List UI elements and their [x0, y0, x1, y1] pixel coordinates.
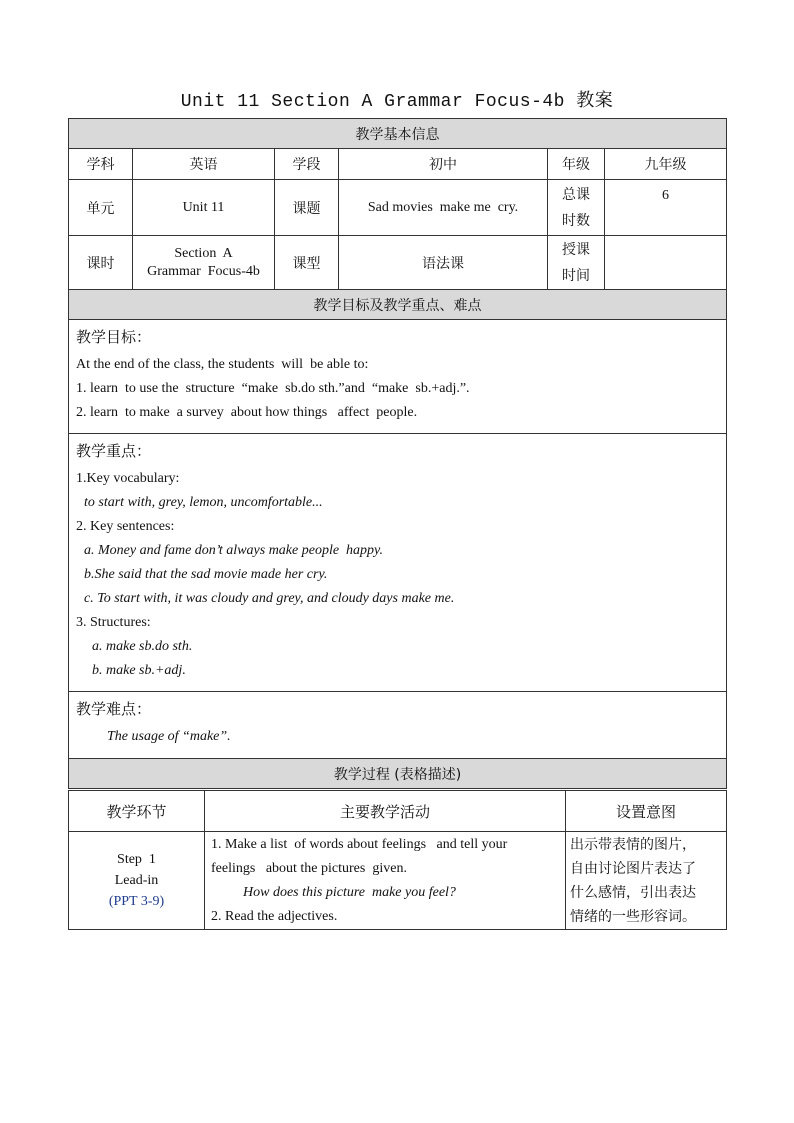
goal-line: At the end of the class, the students will be able to:: [76, 357, 369, 372]
key-point-line: 3. Structures:: [76, 615, 151, 630]
intent-line: 出示带表情的图片，: [570, 837, 696, 853]
total-hours-label-line2: 时数: [562, 212, 590, 229]
teach-time-label-line2: 时间: [562, 267, 590, 284]
teach-time-value: [605, 236, 727, 290]
keys-label: 教学重点：: [76, 442, 152, 460]
stage-value: 初中: [339, 149, 548, 180]
topic-label: 课题: [275, 180, 339, 236]
keys-cell: [69, 434, 727, 692]
subject-value: 英语: [133, 149, 275, 180]
activity-line: 1. Make a list of words about feelings and tell your: [211, 837, 508, 852]
goal-line: 1. learn to use the structure “make sb.do sth.”and “make sb.+adj.”.: [76, 381, 470, 396]
total-hours-label: [548, 180, 605, 236]
intent-line: 情绪的一些形容词。: [570, 909, 696, 925]
key-point-line: a. Money and fame don’t always make people happy.: [84, 543, 383, 558]
step-ppt-ref: (PPT 3-9): [108, 894, 165, 909]
activity-cell: [205, 832, 566, 930]
period-label: 课时: [69, 236, 133, 290]
difficulty-label: 教学难点：: [76, 700, 152, 718]
process-table: [68, 790, 727, 930]
intent-cell: [566, 832, 727, 930]
total-hours-value: 6: [605, 180, 727, 236]
key-point-line: c. To start with, it was cloudy and grey, and cloudy days make me.: [84, 591, 455, 606]
difficulty-cell: [69, 692, 727, 759]
activity-line: How does this picture make you feel?: [243, 885, 456, 900]
key-point-line: b.She said that the sad movie made her cry.: [84, 567, 328, 582]
teach-time-label-line1: 授课: [562, 241, 590, 258]
intent-line: 什么感情，引出表达: [570, 885, 696, 901]
goal-line: 2. learn to make a survey about how things affect people.: [76, 405, 418, 420]
key-point-line: to start with, grey, lemon, uncomfortable...: [84, 495, 323, 510]
key-point-line: 2. Key sentences:: [76, 519, 175, 534]
step-cell: [69, 832, 205, 930]
keys-list: [69, 465, 726, 683]
total-hours-label-line1: 总课: [562, 186, 590, 203]
goals-label: 教学目标：: [76, 328, 152, 346]
col-intent: 设置意图: [566, 791, 727, 832]
unit-value: Unit 11: [133, 180, 275, 236]
process-header: 教学过程 (表格描述): [69, 759, 727, 789]
period-value-line2: Grammar Focus-4b: [147, 263, 260, 279]
objectives-header: 教学目标及教学重点、难点: [69, 290, 727, 320]
unit-label: 单元: [69, 180, 133, 236]
stage-label: 学段: [275, 149, 339, 180]
subject-label: 学科: [69, 149, 133, 180]
teach-time-label: [548, 236, 605, 290]
page-title: Unit 11 Section A Grammar Focus-4b 教案: [180, 92, 614, 112]
topic-value: Sad movies make me cry.: [339, 180, 548, 236]
col-activity: 主要教学活动: [205, 791, 566, 832]
grade-label: 年级: [548, 149, 605, 180]
key-point-line: 1.Key vocabulary:: [76, 471, 180, 486]
col-step: 教学环节: [69, 791, 205, 832]
lesson-plan-table: [68, 118, 727, 789]
period-value-line1: Section A: [174, 245, 233, 261]
key-point-line: b. make sb.+adj.: [92, 663, 186, 678]
key-point-line: a. make sb.do sth.: [92, 639, 193, 654]
goals-cell: [69, 320, 727, 434]
lesson-type-value: 语法课: [339, 236, 548, 290]
activity-line: feelings about the pictures given.: [211, 861, 407, 876]
step-number: Step 1: [117, 852, 156, 867]
difficulty-text: The usage of “make”.: [107, 729, 231, 744]
activity-line: 2. Read the adjectives.: [211, 909, 338, 924]
step-name: Lead-in: [114, 873, 159, 888]
lesson-type-label: 课型: [275, 236, 339, 290]
basic-info-header: 教学基本信息: [69, 119, 727, 149]
grade-value: 九年级: [605, 149, 727, 180]
period-value: [133, 236, 275, 290]
goals-lines: [69, 351, 726, 425]
intent-line: 自由讨论图片表达了: [570, 861, 696, 877]
